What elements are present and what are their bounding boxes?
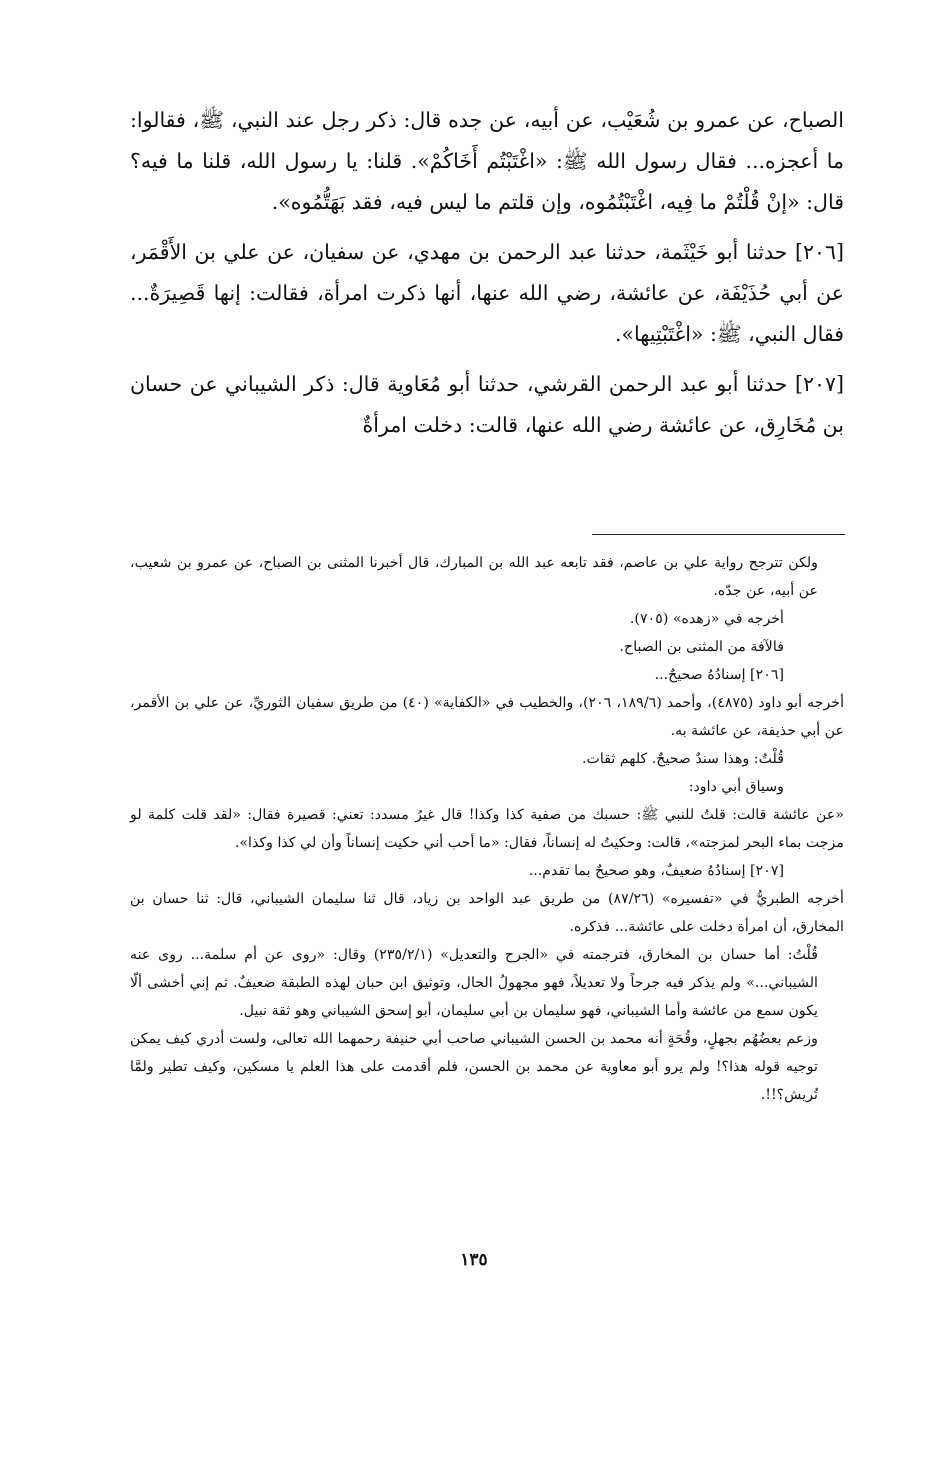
footnote-line: أخرجه الطبريُّ في «تفسيره» (٨٧/٢٦) من طريق عبد الواحد بن زياد، قال ثنا سليمان الشيباني، قال: ثنا حسان بن المخارق، أن امرأة دخلت على عائشة... فذكره. xyxy=(130,891,844,935)
footnote-line: قُلْتُ: أما حسان بن المخارق، فترجمته في «الجرح والتعديل» (٢٣٥/٢/١) وقال: «روى عن أم سلمة... روى عنه الشيباني...» ولم يذكر فيه جرحاً ولا تعديلاً، فهو مجهولُ الحال، وتوثيق ابن حبان لهذه الطبقة ضعيفٌ. ثم إني أخشى ألّا يكون سمع من عائشة وأما الشيباني، فهو سليمان بن أبي سليمان، أبو إسحق الشيباني وهو ثقة نبيل. xyxy=(130,947,818,1019)
footnote-line: وسياق أبي داود: xyxy=(688,779,784,795)
footnote-heading-206: [٢٠٦] إسنادُهُ صحيحٌ... xyxy=(654,667,784,683)
footnote-divider xyxy=(592,534,845,535)
footnote-line: أخرجه أبو داود (٤٨٧٥)، وأحمد (١٨٩/٦، ٢٠٦)، والخطيب في «الكفاية» (٤٠) من طريق سفيان الثوريِّ، عن علي بن الأقمر، عن أبي حذيفة، عن عائشة به. xyxy=(130,695,845,739)
hadith-206: [٢٠٦] حدثنا أبو خَيْثَمة، حدثنا عبد الرحمن بن مهدي، عن سفيان، عن علي بن الأَقْمَر، عن أبي حُذَيْفَة، عن عائشة، رضي الله عنها، أنها ذكرت امرأة، فقالت: إنها قَصِيرَةٌ... فقال النبي، ﷺ: «اغْتَبْتِيها». xyxy=(130,240,844,346)
footnote-line: أخرجه في «زهده» (٧٠٥). xyxy=(629,611,784,627)
hadith-207: [٢٠٧] حدثنا أبو عبد الرحمن القرشي، حدثنا أبو مُعَاوية قال: ذكر الشيباني عن حسان بن مُخَارِق، عن عائشة رضي الله عنها، قالت: دخلت امرأةٌ xyxy=(130,372,844,437)
footnote-heading-207: [٢٠٧] إسنادُهُ ضعيفٌ، وهو صحيحٌ بما تقدم... xyxy=(528,863,784,879)
page-number: ١٣٥ xyxy=(460,1250,488,1270)
main-text xyxy=(130,100,844,455)
footnotes xyxy=(130,549,844,1109)
footnote-line: ولكن تترجح رواية علي بن عاصم، فقد تابعه عبد الله بن المبارك، قال أخبرنا المثنى بن الصباح، عن عمرو بن شعيب، عن أبيه، عن جدّه. xyxy=(130,555,818,599)
main-paragraph: الصباح، عن عمرو بن شُعَيْب، عن أبيه، عن جده قال: ذكر رجل عند النبي، ﷺ، فقالوا: ما أعجزه... فقال رسول الله ﷺ: «اغْتَبْتُم أَخَاكُمْ». قلنا: يا رسول الله، قلنا ما فيه؟ قال: «إنْ قُلْتُمْ ما فِيه، اغْتَبْتُمُوه، وإن قلتم ما ليس فيه، فقد بَهَتُّمُوه». xyxy=(130,108,844,214)
footnote-line: فالآفة من المثنى بن الصباح. xyxy=(619,639,784,655)
footnote-line: وزعم بعضُهُم بجهلٍ، وقُحَةٍ أنه محمد بن الحسن الشيباني صاحب أبي حنيفة رحمهما الله تعالى، ولست أدري كيف يمكن توجيه قوله هذا؟! ولم يرو أبو معاوية عن محمد بن الحسن، فلم أقدمت على هذا العلم يا مسكين، وكيف تطير ولمَّا تُريش؟!!. xyxy=(130,1031,818,1103)
footnote-line: قُلْتُ: وهذا سندٌ صحيحٌ. كلهم ثقات. xyxy=(582,751,784,767)
footnote-line: «عن عائشة قالت: قلتُ للنبي ﷺ: حسبك من صفية كذا وكذا! قال غيرُ مسدد: تعني: قصيرة فقال: «لقد قلت كلمة لو مزجت بماء البحر لمزجته»، قالت: وحكيتُ له إنساناً، فقال: «ما أحب أني حكيت إنساناً وأن لي كذا وكذا». xyxy=(130,807,844,851)
